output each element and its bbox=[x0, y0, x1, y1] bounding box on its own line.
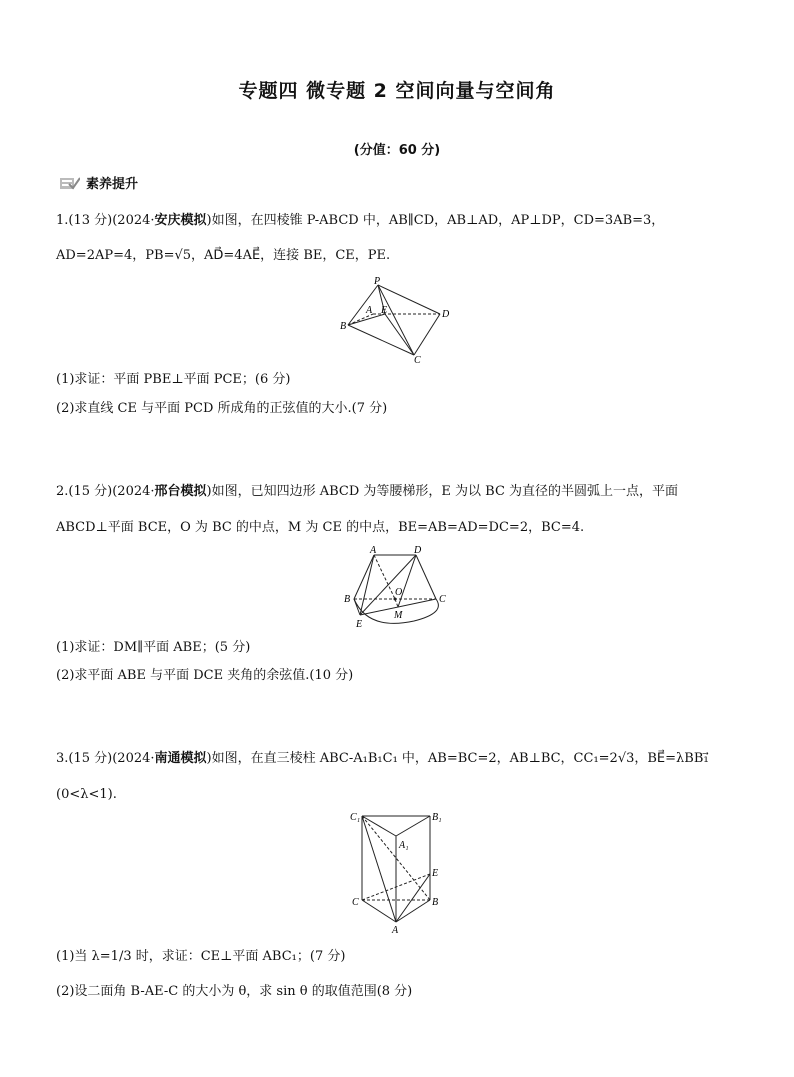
q2-label-a: A bbox=[370, 545, 377, 556]
q2-label-m: M bbox=[394, 610, 403, 621]
q3-line2: (0<λ<1). bbox=[56, 787, 117, 802]
q2-line2: ABCD⊥平面 BCE，O 为 BC 的中点，M 为 CE 的中点，BE=AB=AD=DC=2，BC=4. bbox=[56, 520, 585, 535]
q2-part2: (2)求平面 ABE 与平面 DCE 夹角的余弦值.(10 分) bbox=[56, 668, 354, 683]
q3-label-a: A bbox=[392, 925, 399, 936]
q3-label-c1: C₁ bbox=[350, 812, 361, 823]
q2-label-d: D bbox=[414, 545, 422, 556]
q3-label-a1: A₁ bbox=[399, 840, 409, 851]
q1-line2: AD=2AP=4，PB=√5，AD⃗=4AE⃗，连接 BE，CE，PE. bbox=[56, 248, 391, 263]
q3-source: 南通模拟 bbox=[154, 751, 207, 766]
q3-part1: (1)当 λ=1/3 时，求证：CE⊥平面 ABC₁；(7 分) bbox=[56, 949, 346, 964]
q1-label-c: C bbox=[414, 355, 421, 366]
q2-label-e: E bbox=[356, 619, 363, 629]
q1-label-b: B bbox=[340, 321, 347, 332]
q2-source: 邢台模拟 bbox=[154, 484, 207, 499]
q1-line1: 1.(13 分)(2024·安庆模拟)如图，在四棱锥 P-ABCD 中，AB∥CD，AB⊥AD，AP⊥DP，CD=3AB=3， bbox=[56, 213, 665, 228]
section-header bbox=[60, 173, 138, 192]
q3-figure-prism bbox=[346, 808, 450, 936]
q1-label-a: A bbox=[366, 305, 373, 316]
q1-label-p: P bbox=[374, 276, 381, 287]
q2-label-o: O bbox=[395, 587, 403, 598]
q3-label-c: C bbox=[352, 897, 359, 908]
score-total: (分值：60 分) bbox=[353, 143, 441, 158]
q3-line1: 3.(15 分)(2024·南通模拟)如图，在直三棱柱 ABC-A₁B₁C₁ 中，AB=BC=2，AB⊥BC，CC₁=2√3，BE⃗=λBB₁⃗ bbox=[56, 751, 709, 766]
q2-label-c: C bbox=[439, 594, 446, 605]
q2-figure-trapezoid bbox=[338, 543, 456, 629]
q1-source: 安庆模拟 bbox=[154, 213, 207, 228]
q3-label-b: B bbox=[432, 897, 439, 908]
q1-part2: (2)求直线 CE 与平面 PCD 所成角的正弦值的大小.(7 分) bbox=[56, 401, 388, 416]
q1-label-d: D bbox=[442, 309, 450, 320]
q1-label-e: E bbox=[381, 305, 388, 316]
q1-part1: (1)求证：平面 PBE⊥平面 PCE；(6 分) bbox=[56, 372, 291, 387]
q3-part2: (2)设二面角 B-AE-C 的大小为 θ，求 sin θ 的取值范围(8 分) bbox=[56, 984, 413, 999]
q1-figure-pyramid bbox=[336, 275, 460, 367]
q2-line1: 2.(15 分)(2024·邢台模拟)如图，已知四边形 ABCD 为等腰梯形，E 为以 BC 为直径的半圆弧上一点，平面 bbox=[56, 484, 679, 499]
checklist-icon bbox=[60, 176, 80, 190]
q3-label-e: E bbox=[432, 868, 439, 879]
section-label: 素养提升 bbox=[86, 177, 139, 192]
q2-label-b: B bbox=[344, 594, 351, 605]
q3-label-b1: B₁ bbox=[432, 812, 442, 823]
q2-part1: (1)求证：DM∥平面 ABE；(5 分) bbox=[56, 640, 251, 655]
page-title: 专题四 微专题 2 空间向量与空间角 bbox=[238, 80, 556, 102]
